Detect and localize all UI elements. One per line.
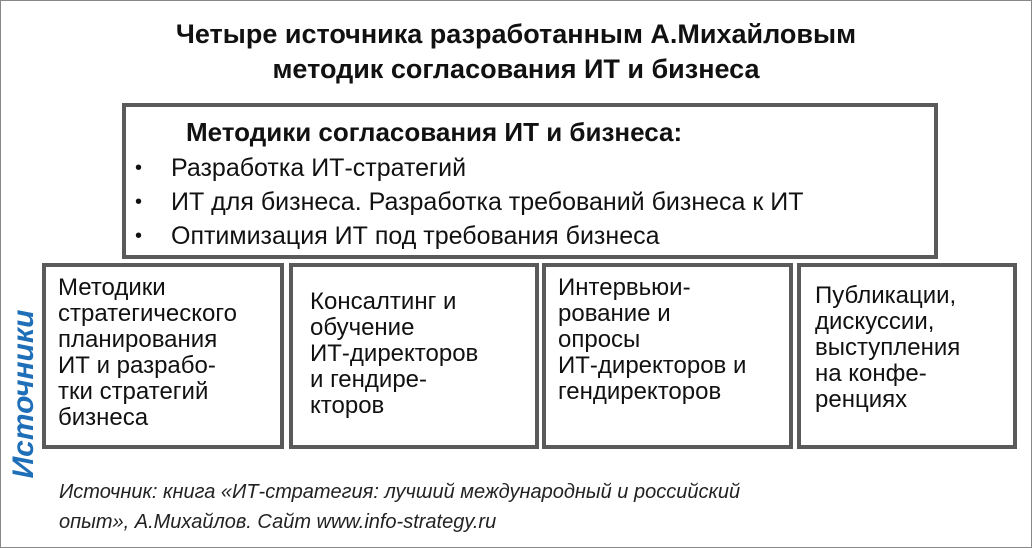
source-line: стратегического: [58, 300, 237, 327]
source-line: дискуссии,: [815, 308, 935, 335]
source-line: кторов: [310, 392, 385, 419]
source-box-publications: [797, 263, 1017, 449]
methods-list-item: [126, 151, 804, 185]
title-line-1: Четыре источника разработанным А.Михайловым: [175, 19, 857, 49]
source-line: тки стратегий: [58, 378, 209, 405]
source-line: выступления: [815, 334, 961, 361]
footnote-line-1: Источник: книга «ИТ-стратегия: лучший международный и российский: [59, 481, 741, 503]
footnote-line-2: опыт», А.Михайлов. Сайт www.info-strategy.ru: [59, 511, 497, 533]
methods-heading: Методики согласования ИТ и бизнеса:: [186, 117, 683, 147]
bullet-icon: •: [135, 191, 143, 213]
source-line: Консалтинг и: [310, 288, 457, 315]
source-line: гендиректоров: [558, 378, 722, 405]
source-line: рование и: [558, 300, 671, 327]
source-line: и гендире-: [310, 366, 427, 393]
title-line-2: методик согласования ИТ и бизнеса: [272, 54, 760, 84]
methods-item-label: Разработка ИТ-стратегий: [171, 154, 467, 182]
source-line: планирования: [58, 326, 218, 353]
footnote: [59, 477, 740, 537]
methods-box: [122, 103, 938, 259]
methods-item-label: ИТ для бизнеса. Разработка требований бизнеса к ИТ: [171, 188, 804, 216]
methods-item-label: Оптимизация ИТ под требования бизнеса: [171, 222, 660, 250]
source-line: Методики: [58, 274, 166, 301]
source-line: ИТ и разрабо-: [58, 352, 216, 379]
source-line: на конфе-: [815, 360, 927, 387]
diagram-title: [1, 17, 1031, 87]
source-box-strategic-planning: [42, 263, 284, 449]
source-line: ИТ-директоров и: [558, 352, 747, 379]
bullet-icon: •: [135, 157, 143, 179]
methods-list-item: [126, 219, 804, 253]
methods-list-item: [126, 185, 804, 219]
source-line: Публикации,: [815, 282, 957, 309]
source-line: опросы: [558, 326, 641, 353]
source-line: ИТ-директоров: [310, 340, 479, 367]
sources-label: Источники: [7, 309, 40, 479]
bullet-icon: •: [135, 225, 143, 247]
source-line: бизнеса: [58, 404, 149, 431]
source-line: обучение: [310, 314, 415, 341]
methods-list: [126, 151, 804, 253]
source-line: ренциях: [815, 386, 908, 413]
source-box-interviews: [542, 263, 793, 449]
source-line: Интервьюи-: [558, 274, 691, 301]
source-box-consulting: [289, 263, 539, 449]
